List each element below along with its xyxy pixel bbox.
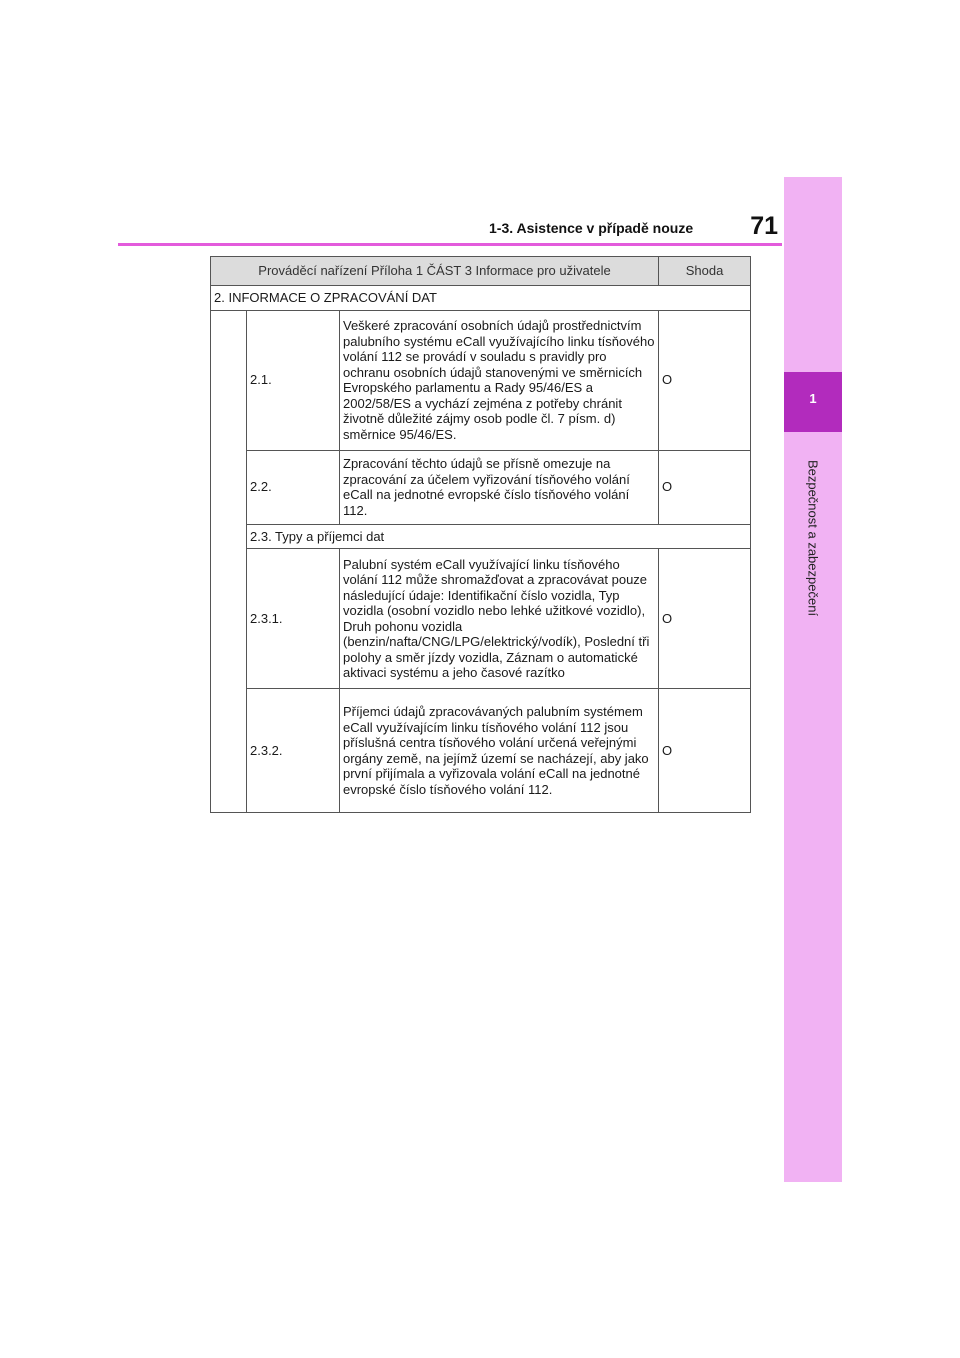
compliance-mark: O <box>659 549 751 689</box>
section-title: 1-3. Asistence v případě nouze <box>489 220 694 236</box>
item-text: Zpracování těchto údajů se přísně omezuje na zpracování za účelem vyřizování tísňového volání eCall na jednotné evropské číslo tísňového volání 112. <box>340 450 659 524</box>
subsection-row <box>211 524 751 549</box>
column-header-info: Prováděcí nařízení Příloha 1 ČÁST 3 Informace pro uživatele <box>211 257 659 286</box>
table-header-row <box>211 257 751 286</box>
table-row <box>211 450 751 524</box>
indent-cell <box>211 310 247 813</box>
chapter-side-tab <box>784 177 842 1182</box>
table-row <box>211 549 751 689</box>
compliance-mark: O <box>659 310 751 450</box>
page-number: 71 <box>750 212 778 240</box>
compliance-mark: O <box>659 450 751 524</box>
header-divider <box>118 243 782 246</box>
column-header-compliance: Shoda <box>659 257 751 286</box>
subsection-title-cell: 2.3. Typy a příjemci dat <box>247 524 751 549</box>
item-text: Příjemci údajů zpracovávaných palubním systémem eCall využívajícím linku tísňového volání 112 jsou příslušná centra tísňového volání určená veřejnými orgány země, na jejímž území se nacházejí, aby jako první přijímala a vyřizovala volání eCall na jednotné evropské číslo tísňového volání 112. <box>340 689 659 813</box>
chapter-number: 1 <box>809 391 817 406</box>
item-number: 2.3.2. <box>247 689 340 813</box>
item-number: 2.1. <box>247 310 340 450</box>
compliance-table <box>210 256 751 813</box>
table-row <box>211 689 751 813</box>
item-number: 2.3.1. <box>247 549 340 689</box>
table-row <box>211 310 751 450</box>
section-row <box>211 286 751 311</box>
compliance-mark: O <box>659 689 751 813</box>
item-text: Veškeré zpracování osobních údajů prostřednictvím palubního systému eCall využívajícího linku tísňového volání 112 se provádí v souladu s pravidly pro ochranu osobních údajů stanovenými ve směrnicích Evropského parlamentu a Rady 95/46/ES a 2002/58/ES a vychází zejména z potřeby chránit životně důležité zájmy osob podle čl. 7 písm. d) směrnice 95/46/ES. <box>340 310 659 450</box>
item-number: 2.2. <box>247 450 340 524</box>
item-text: Palubní systém eCall využívající linku tísňového volání 112 může shromažďovat a zpracovávat pouze následující údaje: Identifikační číslo vozidla, Typ vozidla (osobní vozidlo nebo lehké užitkové vozidlo), Druh pohonu vozidla (benzin/nafta/CNG/LPG/elektrický/vodík), Poslední tři polohy a směr jízdy vozidla, Záznam o automatické aktivaci systému a jeho časové razítko <box>340 549 659 689</box>
chapter-title: Bezpečnost a zabezpečení <box>805 459 821 617</box>
section-title-cell: 2. INFORMACE O ZPRACOVÁNÍ DAT <box>211 286 751 311</box>
